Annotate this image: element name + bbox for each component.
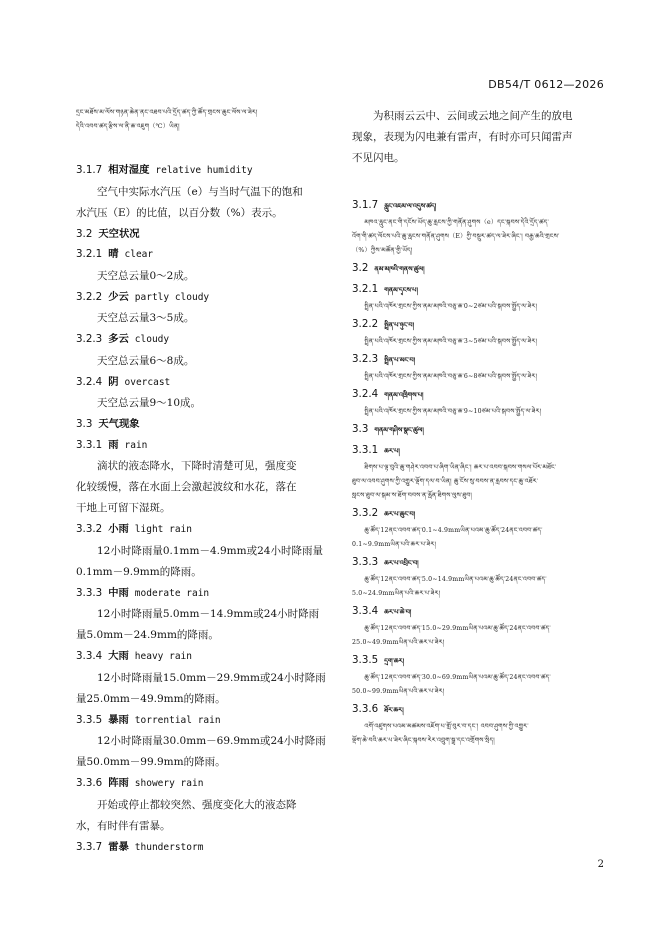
section-number: 3.3: [76, 418, 93, 430]
tibetan-title: དྲག་ཆར།: [384, 657, 405, 665]
body-line: 干地上可留下湿斑。: [76, 502, 171, 514]
section-title-en: light rain: [134, 524, 192, 535]
tibetan-line: སྤྲིན་པའི་འཁོར་གྲངས་ཀྱིས་ནམ་མཁའི་བཅུ་ཆ་9~10ཙམ་པའི་སྐབས་སྤྱོད་ལ་ཟེར།: [364, 408, 542, 415]
body-line: 量50.0mm－99.9mm的降雨。: [76, 756, 226, 768]
section-title-en: clear: [124, 249, 154, 260]
section-number: 3.2.1: [352, 283, 379, 295]
tibetan-title: གནམ་གཤིས་སྣང་ཚུལ།: [374, 426, 424, 434]
tibetan-title: ནམ་མཁའི་གནས་ཚུལ།: [374, 265, 425, 273]
body-line: 天空总云量6～8成。: [97, 354, 195, 367]
section-title-zh: 暴雨: [108, 713, 129, 726]
section-title-zh: 雨: [108, 438, 119, 451]
body-line: 化较缓慢，落在水面上会激起波纹和水花，落在: [76, 481, 297, 493]
body-line: 水，有时伴有雷暴。: [76, 819, 171, 832]
section-title-zh: 相对湿度: [108, 164, 150, 176]
tibetan-title: ཆར་པ།: [384, 447, 400, 455]
tibetan-title: རླུང་འཇམ་ལ་འདུས་ཚད།: [384, 202, 437, 210]
section-number: 3.2.3: [76, 333, 103, 345]
tibetan-heading-3-3-5: [352, 650, 606, 671]
tibetan-title: ཐོར་ཆར།: [384, 706, 404, 714]
section-number: 3.3.4: [76, 650, 103, 662]
section-heading-3-3-5: [76, 710, 330, 732]
section-title-zh: 晴: [108, 248, 119, 260]
tibetan-heading-3-3-2: [352, 503, 606, 524]
section-title-en: moderate rain: [134, 587, 210, 599]
section-title-en: torrential rain: [134, 714, 221, 726]
body-line: 空气中实际水汽压（e）与当时气温下的饱和: [97, 185, 303, 198]
section-number: 3.2.4: [352, 388, 379, 400]
tibetan-line: ལྡོག་ཆེ་བའི་ཆར་པ་ཟེར་ཞིང་སྐབས་རེར་འབྲུག་སྒྲ་དང་འགྲོགས་སྲིད།: [352, 737, 495, 744]
body-line: 量25.0mm－49.9mm的降雨。: [76, 692, 226, 705]
section-heading-3-2: [76, 224, 330, 245]
section-heading-3-3-1: [76, 435, 330, 457]
body-line: 量5.0mm－24.9mm的降雨。: [76, 629, 219, 641]
section-heading-3-2-1: [76, 244, 330, 266]
section-title-en: heavy rain: [134, 651, 192, 662]
section-number: 3.2.3: [352, 353, 379, 365]
section-number: 3.3.7: [76, 840, 103, 853]
tibetan-heading-3-2-3: [352, 349, 606, 370]
section-number: 3.2.2: [352, 318, 379, 330]
left-column: [76, 100, 330, 858]
section-number: 3.3.1: [76, 438, 103, 451]
body-line: 天空总云量3～5成。: [97, 312, 195, 324]
section-title-en: relative humidity: [155, 165, 253, 176]
tibetan-title: ཆར་པ་ཆེ་བ།: [384, 608, 412, 616]
tibetan-line: འོག་གི་ཚད་ལོངས་པའི་ཆུ་རླངས་གནོན་ཤུགས（E）ཀྱི་བསྡུར་ཚད་ལ་ཟེར་ཞིང་། བརྒྱ་ཆའི་གྲངས་: [352, 233, 560, 240]
tibetan-line: （%）ཀྱིས་མཚོན་གྱི་ཡོད།: [352, 247, 413, 254]
section-heading-3-3-4: [76, 646, 330, 668]
tibetan-line: ཐིགས་པ་ལྟ་བུའི་ཆུ་གཤེར་འབབ་པ་ཞིག་ཡིན་ཞིང་། ཆར་པ་འབབ་སྐབས་གསལ་པོར་མཐོང་: [364, 464, 557, 471]
section-title-en: thunderstorm: [134, 841, 204, 853]
tibetan-heading-3-3: [352, 419, 606, 440]
tibetan-line: 0.1~9.9mmཡིན་པའི་ཆར་པ་ཟེར།: [352, 541, 437, 548]
section-number: 3.2.2: [76, 290, 103, 303]
section-number: 3.2.4: [76, 375, 103, 388]
section-number: 3.3.2: [352, 507, 379, 519]
section-heading-3-1-7: [76, 160, 330, 182]
tibetan-title: གནམ་དྭངས་པ།: [384, 286, 418, 294]
section-title-zh: 天空状况: [98, 227, 140, 240]
section-number: 3.3.5: [352, 654, 379, 666]
section-title-en: partly cloudy: [134, 291, 210, 303]
section-number: 3.1.7: [352, 199, 379, 211]
tibetan-heading-3-2-4: [352, 384, 606, 405]
tibetan-heading-3-2-1: [352, 279, 606, 300]
section-title-en: rain: [124, 439, 148, 451]
section-title-zh: 天气现象: [98, 418, 140, 430]
tibetan-title: ཆར་པ་ཆུང་བ།: [384, 510, 416, 518]
section-number: 3.2: [352, 262, 369, 274]
section-heading-3-3-6: [76, 773, 330, 795]
section-number: 3.1.7: [76, 164, 103, 176]
section-number: 3.2: [76, 227, 93, 240]
section-number: 3.3.6: [352, 703, 379, 715]
tibetan-heading-3-3-1: [352, 440, 606, 461]
section-heading-3-3-2: [76, 519, 330, 541]
tibetan-title: སྤྲིན་པ་ཉུང་བ།: [384, 321, 415, 329]
section-title-en: overcast: [124, 376, 171, 388]
tibetan-line: སྤྲིན་པའི་འཁོར་གྲངས་ཀྱིས་ནམ་མཁའི་བཅུ་ཆ་3~5ཙམ་པའི་སྐབས་སྤྱོད་ལ་ཟེར།: [364, 338, 538, 345]
tibetan-line: 5.0~24.9mmཡིན་པའི་ཆར་པ་ཟེར།: [352, 590, 441, 597]
tibetan-line: ཐུབ་ལ་འབབ་ཤུགས་ཀྱི་འགྱུར་ལྡོག་དལ་བ་ཡིན། ཆུ་ངོས་སུ་བབས་ན་རླབས་དང་ཆུ་འཐོར་: [352, 478, 539, 485]
body-line: 水汽压（E）的比值，以百分数（%）表示。: [76, 206, 283, 219]
body-line: 0.1mm－9.9mm的降雨。: [76, 565, 202, 578]
tibetan-line: དྲང་མཐོས་མ་ལོས་གཉན་ཆེན་ནང་འཐབ་པའི་དྲོད་ཚད་ཀྱི་ཚོད་གྲངས་ཆུང་ལོས་ལ་ཟེར།: [76, 109, 258, 116]
tibetan-line: 50.0~99.9mmཡིན་པའི་ཆར་པ་ཟེར།: [352, 688, 445, 695]
section-heading-3-2-4: [76, 372, 330, 394]
tibetan-title: གནམ་འཁྲིགས་པ།: [384, 391, 424, 399]
tibetan-line: 25.0~49.9mmཡིན་པའི་ཆར་པ་ཟེར།: [352, 639, 445, 646]
section-number: 3.3.2: [76, 523, 103, 535]
body-line: 现象，表现为闪电兼有雷声，有时亦可只闻雷声: [352, 131, 573, 143]
section-title-zh: 小雨: [108, 523, 129, 535]
section-heading-3-3: [76, 414, 330, 435]
section-number: 3.3.6: [76, 777, 103, 789]
tibetan-line: མཁའ་རླུང་ནང་གི་དངོས་ཡོད་ཆུ་རླངས་ཀྱི་གནོན་ཤུགས（e）དང་སྐབས་དེའི་དྲོད་ཚད་: [364, 219, 550, 226]
section-number: 3.3: [352, 423, 369, 435]
body-line: 天空总云量9～10成。: [97, 397, 202, 409]
tibetan-line: སྤྲིན་པའི་འཁོར་གྲངས་ཀྱིས་ནམ་མཁའི་བཅུ་ཆ་6~8ཙམ་པའི་སྐབས་སྤྱོད་ལ་ཟེར།: [364, 373, 538, 380]
tibetan-line: འགོ་འཛུགས་པའམ་མཚམས་འཇོག་པ་གློ་བུར་བ་དང་། འབབ་ཤུགས་ཀྱི་འགྱུར་: [364, 723, 529, 730]
tibetan-heading-3-3-4: [352, 601, 606, 622]
tibetan-heading-3-1-7: [352, 195, 606, 216]
section-title-zh: 阴: [108, 375, 119, 388]
body-line: 天空总云量0～2成。: [97, 269, 195, 282]
tibetan-heading-3-2: [352, 258, 606, 279]
section-title-zh: 阵雨: [108, 777, 129, 789]
section-title-zh: 大雨: [108, 650, 129, 662]
section-title-zh: 少云: [108, 290, 129, 303]
standard-code: DB54/T 0612—2026: [488, 78, 604, 91]
body-line: 12小时降雨量30.0mm－69.9mm或24小时降雨: [97, 735, 326, 747]
body-line: 为积雨云云中、云间或云地之间产生的放电: [373, 110, 573, 122]
page-number: 2: [597, 859, 604, 870]
section-heading-3-3-7: [76, 837, 330, 859]
tibetan-title: སྤྲིན་པ་མང་བ།: [384, 356, 416, 364]
tibetan-heading-3-3-6: [352, 699, 606, 720]
tibetan-line: ཆུ་ཚོད་12ནང་འབབ་ཚད་30.0~69.9mmཡིན་པའམ་ཆུ་ཚོད་24ནང་འབབ་ཚད་: [364, 674, 551, 681]
section-number: 3.3.3: [352, 556, 379, 568]
section-title-en: showery rain: [134, 778, 204, 789]
section-title-zh: 雷暴: [108, 840, 129, 853]
body-line: 不见闪电。: [352, 152, 405, 164]
body-line: 12小时降雨量0.1mm－4.9mm或24小时降雨量: [97, 544, 323, 557]
tibetan-line: དེའི་འབབ་ཚད་རྩིས་ལ་ནི་ཆ་འཇུག（℃）ཡིན།: [76, 123, 180, 130]
tibetan-line: ཆུ་ཚོད་12ནང་འབབ་ཚད་0.1~4.9mmཡིན་པའམ་ཆུ་ཚོད་24ནང་འབབ་ཚད་: [364, 527, 543, 534]
tibetan-title: ཆར་པ་འབྲིང་བ།: [384, 559, 419, 567]
section-number: 3.3.5: [76, 713, 103, 726]
section-title-zh: 多云: [108, 333, 129, 345]
tibetan-line: ཆུ་ཚོད་12ནང་འབབ་ཚད་15.0~29.9mmཡིན་པའམ་ཆུ་ཚོད་24ནང་འབབ་ཚད་: [364, 625, 551, 632]
section-number: 3.3.1: [352, 444, 379, 456]
body-line: 开始或停止都较突然、强度变化大的液态降: [97, 798, 297, 811]
right-column: [352, 100, 606, 748]
section-heading-3-2-2: [76, 287, 330, 309]
tibetan-heading-3-3-3: [352, 552, 606, 573]
tibetan-heading-3-2-2: [352, 314, 606, 335]
section-heading-3-3-3: [76, 583, 330, 605]
tibetan-line: ཆུ་ཚོད་12ནང་འབབ་ཚད་5.0~14.9mmཡིན་པའམ་ཆུ་ཚོད་24ནང་འབབ་ཚད་: [364, 576, 547, 583]
tibetan-line: སླངས་ཐུབ་ལ་སྐམ་ས་ཐོག་བབས་ན་རློན་ཐིགས་ལུས་ཐུབ།: [352, 492, 473, 499]
section-title-zh: 中雨: [108, 586, 129, 599]
body-line: 12小时降雨量15.0mm－29.9mm或24小时降雨: [97, 671, 326, 684]
body-line: 12小时降雨量5.0mm－14.9mm或24小时降雨: [97, 608, 320, 620]
section-number: 3.3.3: [76, 586, 103, 599]
section-number: 3.3.4: [352, 605, 379, 617]
tibetan-line: སྤྲིན་པའི་འཁོར་གྲངས་ཀྱིས་ནམ་མཁའི་བཅུ་ཆ་0~2ཙམ་པའི་སྐབས་སྤྱོད་ལ་ཟེར།: [364, 303, 538, 310]
section-title-en: cloudy: [134, 334, 170, 345]
section-heading-3-2-3: [76, 329, 330, 351]
section-number: 3.2.1: [76, 248, 103, 260]
body-line: 滴状的液态降水，下降时清楚可见，强度变: [97, 460, 297, 472]
